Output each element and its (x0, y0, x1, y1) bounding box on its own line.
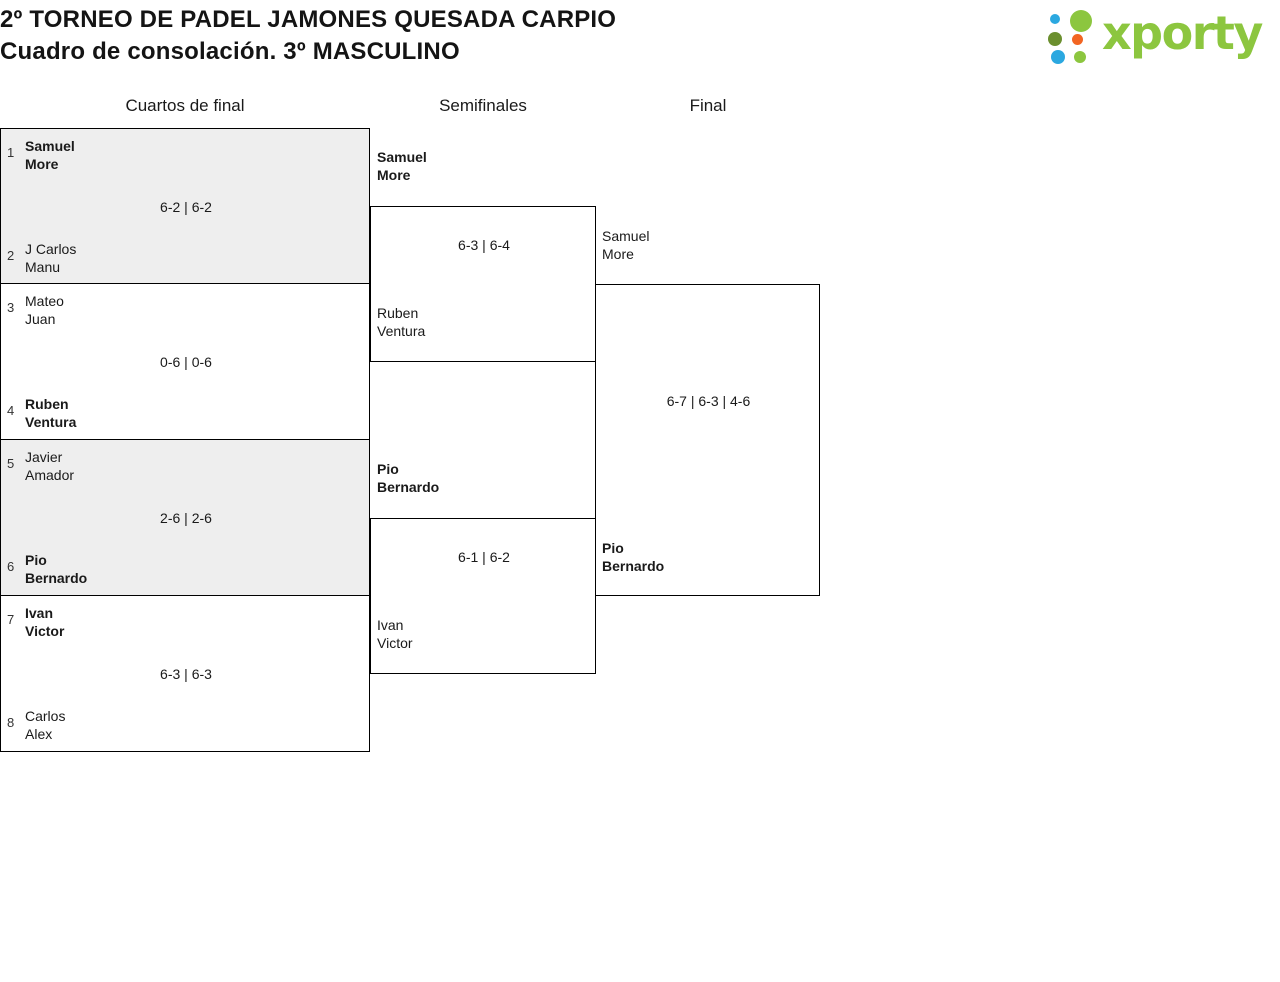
seed-number: 1 (7, 145, 15, 160)
seed-number: 7 (7, 612, 15, 627)
seed-number: 3 (7, 300, 15, 315)
player-name: Bernardo (377, 479, 440, 495)
seed-number: 5 (7, 456, 15, 471)
round-header-final: Final (689, 96, 727, 115)
match-score: 6-1 | 6-2 (458, 549, 510, 565)
player-name: Victor (25, 623, 65, 639)
player-name: Ruben (377, 305, 419, 321)
match-sf-1-bottom-player (370, 296, 596, 352)
player-name: J Carlos (25, 241, 77, 257)
player-name: Ruben (25, 396, 69, 412)
page-subtitle: Cuadro de consolación. 3º MASCULINO (0, 38, 460, 65)
player-name: Amador (25, 467, 75, 483)
player-name: Victor (377, 635, 413, 651)
page-title: 2º TORNEO DE PADEL JAMONES QUESADA CARPIO (0, 6, 617, 33)
seed-number: 6 (7, 559, 15, 574)
player-name: Bernardo (25, 570, 88, 586)
match-qf-2[interactable] (0, 284, 370, 440)
player-name: Manu (25, 259, 61, 275)
player-name: Alex (25, 726, 53, 742)
seed-number: 8 (7, 715, 15, 730)
match-score: 6-3 | 6-3 (160, 666, 212, 682)
match-sf-2-bottom-player (370, 608, 596, 664)
player-name: More (25, 156, 59, 172)
player-name: Ventura (25, 414, 77, 430)
player-name: Ivan (377, 617, 404, 633)
match-sf-2-top-player (370, 452, 596, 508)
player-name: Ventura (377, 323, 426, 339)
player-name: Samuel (25, 138, 75, 154)
player-name: Pio (25, 552, 47, 568)
match-qf-4[interactable] (0, 596, 370, 752)
player-name: Samuel (602, 228, 650, 244)
player-name: Carlos (25, 708, 66, 724)
round-header-quarterfinals: Cuartos de final (125, 96, 245, 115)
match-final-top-player (595, 220, 820, 276)
player-name: Pio (602, 540, 624, 556)
match-score: 6-2 | 6-2 (160, 199, 212, 215)
match-qf-3[interactable] (0, 440, 370, 596)
player-name: Pio (377, 461, 399, 477)
match-final-bottom-player (595, 532, 820, 588)
player-name: Ivan (25, 605, 54, 621)
player-name: Samuel (377, 149, 427, 165)
logo-wordmark: xporty (1102, 6, 1262, 60)
seed-number: 4 (7, 403, 15, 418)
seed-number: 2 (7, 248, 15, 263)
player-name: Juan (25, 311, 56, 327)
round-header-semifinals: Semifinales (439, 96, 527, 115)
player-name: Bernardo (602, 558, 665, 574)
match-qf-1[interactable] (0, 128, 370, 284)
player-name: More (377, 167, 411, 183)
match-score: 0-6 | 0-6 (160, 354, 212, 370)
player-name: Javier (25, 449, 63, 465)
player-name: More (602, 246, 634, 262)
match-score: 6-7 | 6-3 | 4-6 (666, 393, 751, 409)
match-score: 6-3 | 6-4 (458, 237, 510, 253)
player-name: Mateo (25, 293, 64, 309)
match-sf-1-top-player (370, 140, 596, 196)
match-score: 2-6 | 2-6 (160, 510, 212, 526)
